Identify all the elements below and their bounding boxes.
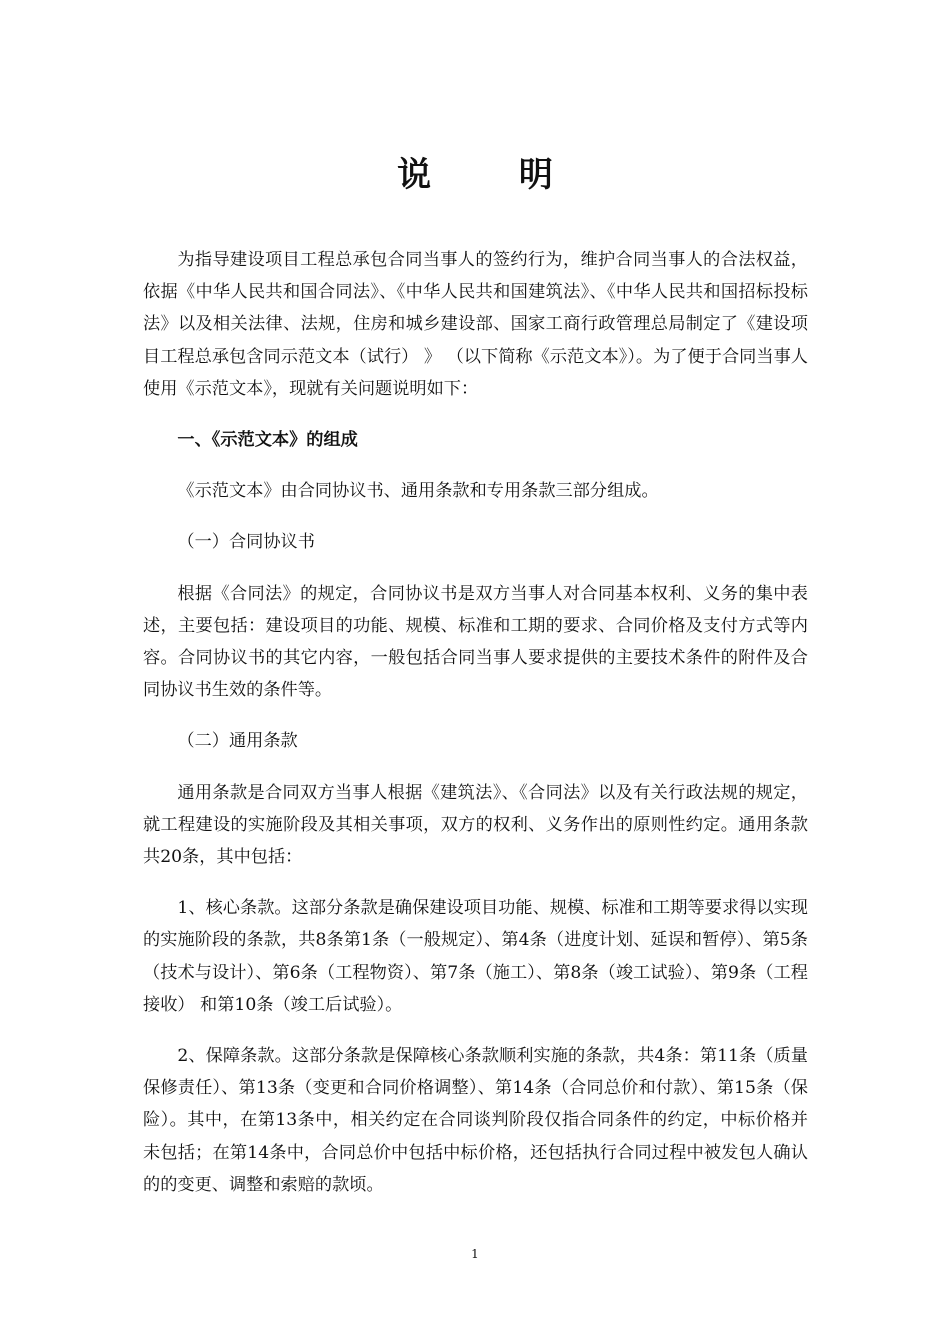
core-terms-paragraph: 1、核心条款。这部分条款是确保建设项目功能、规模、标准和工期等要求得以实现的实施阶段的条款，共8条第1条（一般规定）、第4条（进度计划、延误和暂停）、第5条（技术与设计）、第6条（工程物资）、第7条（施工）、第8条（竣工试验）、第9条（工程接收） 和第10条（竣工后试验）。 bbox=[143, 898, 808, 1015]
guarantee-terms-paragraph: 2、保障条款。这部分条款是保障核心条款顺利实施的条款，共4条：第11条（质量保修责任）、第13条（变更和合同价格调整）、第14条（合同总价和付款）、第15条（保险）。其中，在第13条中，相关约定在合同谈判阶段仅指合同条件的约定，中标价格并未包括；在第14条中，合同总价中包括中标价格，还包括执行合同过程中被发包人确认的的变更、调整和索赔的款顷。 bbox=[143, 1046, 808, 1195]
page-number: 1 bbox=[471, 1247, 479, 1261]
section-heading-composition: 一、《示范文本》的组成 bbox=[177, 430, 358, 451]
general-terms-paragraph: 通用条款是合同双方当事人根据《建筑法》、《合同法》以及有关行政法规的规定，就工程建设的实施阶段及其相关事项，双方的权利、义务作出的原则性约定。通用条款共20条，其中包括： bbox=[143, 782, 808, 868]
subheading-agreement: （一）合同协议书 bbox=[177, 532, 315, 553]
intro-paragraph: 为指导建设项目工程总承包合同当事人的签约行为，维护合同当事人的合法权益，依据《中华人民共和国合同法》、《中华人民共和国建筑法》、《中华人民共和国招标投标法》以及相关法律、法规，住房和城乡建设部、国家工商行政管理总局制定了《建设项目工程总承包含同示范文本（试行） 》 （以下简称《示范文本》）。为了便于合同当事人使用《示范文本》，现就有关问题说明如下： bbox=[143, 250, 808, 399]
agreement-paragraph: 根据《合同法》的规定，合同协议书是双方当事人对合同基本权利、义务的集中表述，主要包括：建设项目的功能、规模、标准和工期的要求、合同价格及支付方式等内容。合同协议书的其它内容，一般包括合同当事人要求提供的主要技术条件的附件及合同协议书生效的条件等。 bbox=[143, 583, 808, 701]
subheading-general-terms: （二）通用条款 bbox=[177, 731, 298, 752]
document-body bbox=[143, 244, 808, 1201]
section-intro-paragraph: 《示范文本》由合同协议书、通用条款和专用条款三部分组成。 bbox=[177, 481, 659, 502]
page-title: 说 明 bbox=[397, 155, 591, 195]
